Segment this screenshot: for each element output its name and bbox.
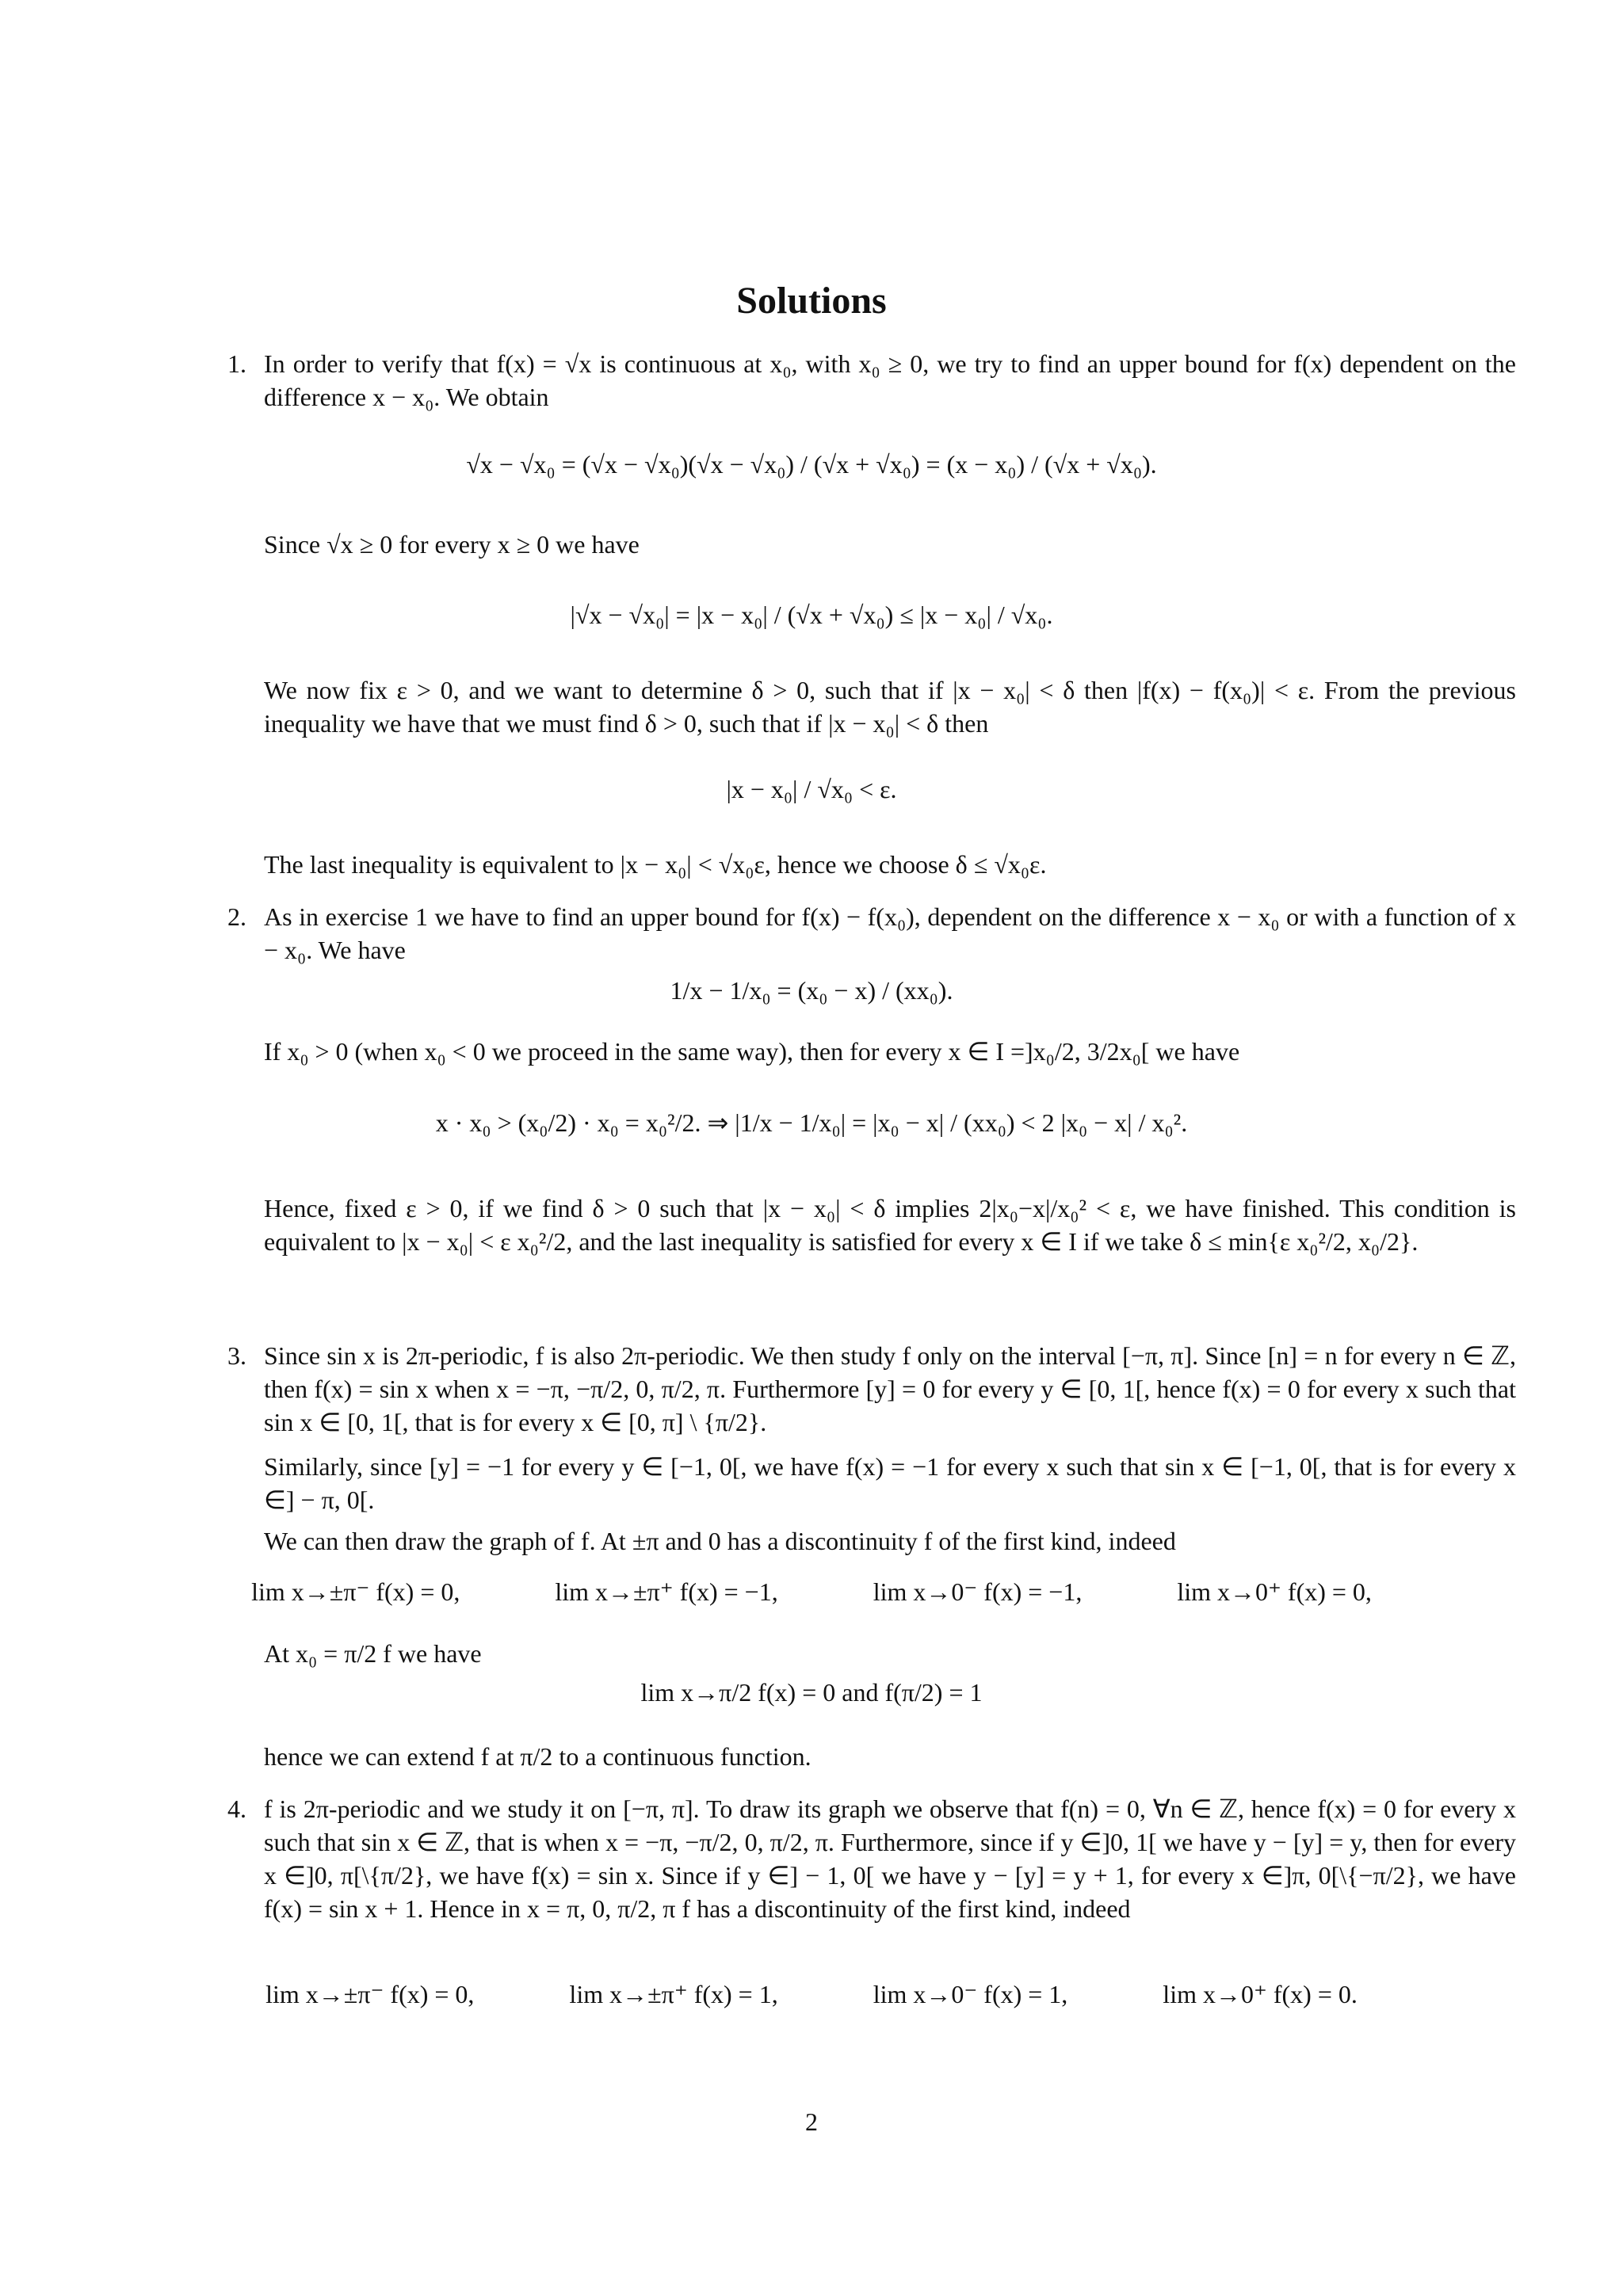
- page-number: 2: [805, 2107, 818, 2136]
- ex3-number: 3.: [227, 1341, 246, 1370]
- ex3-paragraph-3: We can then draw the graph of f. At ±π and 0 has a discontinuity f of the first kind, indeed: [264, 1527, 1176, 1555]
- ex3-limit-1: lim x→±π⁻ f(x) = 0,: [251, 1577, 460, 1606]
- ex1-equation-2: |√x − √x₀| = |x − x₀| / (√x + √x₀) ≤ |x − x₀| / √x₀.: [570, 601, 1053, 629]
- ex3-equation-1: lim x→π/2 f(x) = 0 and f(π/2) = 1: [640, 1678, 983, 1707]
- ex1-paragraph-2: Since √x ≥ 0 for every x ≥ 0 we have: [264, 530, 640, 559]
- ex4-number: 4.: [227, 1794, 246, 1823]
- ex4-limit-1: lim x→±π⁻ f(x) = 0,: [265, 1980, 475, 2008]
- ex4-text-1: f is 2π-periodic and we study it on [−π, π]. To draw its graph we observe that f(n) = 0, ∀n ∈ ℤ, hence f(x) = 0 for every x such that sin x ∈ ℤ, that is when x = −π, −π/2, 0, π/2, π. Furthermore, since if y ∈]0, 1[ we have y − [y] = y, then for every x ∈]0, π[\{π/2}, we have f(x) = sin x. Since if y ∈] − 1, 0[ we have y − [y] = y + 1, for every x ∈]π, 0[\{−π/2}, we have f(x) = sin x + 1. Hence in x = π, 0, π/2, π f has a discontinuity of the first kind, indeed: [264, 1794, 1516, 1923]
- ex1-text-1: In order to verify that f(x) = √x is continuous at x₀, with x₀ ≥ 0, we try to find an upper bound for f(x) dependent on the difference x − x₀. We obtain: [264, 349, 1516, 411]
- ex1-paragraph-3: We now fix ε > 0, and we want to determine δ > 0, such that if |x − x₀| < δ then |f(x) − f(x₀)| < ε. From the previous inequality we have that we must find δ > 0, such that if |x − x₀| < δ then: [264, 676, 1516, 738]
- ex4-paragraph-1: [227, 1792, 1516, 1925]
- ex2-equation-1: 1/x − 1/x₀ = (x₀ − x) / (xx₀).: [670, 976, 953, 1005]
- ex4-limits-row: [0, 1979, 1623, 2009]
- ex3-paragraph-5: hence we can extend f at π/2 to a continuous function.: [264, 1742, 812, 1771]
- ex1-paragraph-4: The last inequality is equivalent to |x − x₀| < √x₀ε, hence we choose δ ≤ √x₀ε.: [264, 850, 1047, 879]
- ex3-limits-row: [0, 1577, 1623, 1607]
- ex3-limit-2: lim x→±π⁺ f(x) = −1,: [555, 1577, 778, 1606]
- ex4-limit-4: lim x→0⁺ f(x) = 0.: [1163, 1980, 1358, 2008]
- ex3-paragraph-2: Similarly, since [y] = −1 for every y ∈ [−1, 0[, we have f(x) = −1 for every x such that sin x ∈ [−1, 0[, that is for every x ∈] − π, 0[.: [264, 1452, 1516, 1514]
- ex1-number: 1.: [227, 349, 246, 378]
- ex4-limit-2: lim x→±π⁺ f(x) = 1,: [569, 1980, 778, 2008]
- ex1-paragraph-1: [227, 347, 1516, 414]
- ex2-paragraph-3: Hence, fixed ε > 0, if we find δ > 0 such that |x − x₀| < δ implies 2|x₀−x|/x₀² < ε, we have finished. This condition is equivalent to |x − x₀| < ε x₀²/2, and the last inequality is satisfied for every x ∈ I if we take δ ≤ min{ε x₀²/2, x₀/2}.: [264, 1194, 1516, 1256]
- ex2-text-1: As in exercise 1 we have to find an upper bound for f(x) − f(x₀), dependent on the difference x − x₀ or with a function of x − x₀. We have: [264, 902, 1516, 964]
- ex2-paragraph-2: If x₀ > 0 (when x₀ < 0 we proceed in the same way), then for every x ∈ I =]x₀/2, 3/2x₀[ we have: [264, 1037, 1240, 1066]
- ex4-limit-3: lim x→0⁻ f(x) = 1,: [873, 1980, 1068, 2008]
- ex2-number: 2.: [227, 902, 246, 931]
- ex3-paragraph-4: At x₀ = π/2 f we have: [264, 1639, 482, 1668]
- ex1-equation-3: |x − x₀| / √x₀ < ε.: [726, 775, 897, 803]
- ex3-limit-4: lim x→0⁺ f(x) = 0,: [1177, 1577, 1372, 1606]
- ex2-paragraph-1: [227, 900, 1516, 967]
- ex2-equation-2: x · x₀ > (x₀/2) · x₀ = x₀²/2. ⇒ |1/x − 1/x₀| = |x₀ − x| / (xx₀) < 2 |x₀ − x| / x₀².: [435, 1108, 1188, 1137]
- ex3-limit-3: lim x→0⁻ f(x) = −1,: [873, 1577, 1083, 1606]
- ex3-paragraph-1: [227, 1339, 1517, 1439]
- page-title: Solutions: [736, 280, 887, 322]
- ex3-text-1: Since sin x is 2π-periodic, f is also 2π-periodic. We then study f only on the interval [−π, π]. Since [n] = n for every n ∈ ℤ, then f(x) = sin x when x = −π, −π/2, 0, π/2, π. Furthermore [y] = 0 for every y ∈ [0, 1[, hence f(x) = 0 for every x such that sin x ∈ [0, 1[, that is for every x ∈ [0, π] \ {π/2}.: [264, 1341, 1517, 1436]
- ex1-equation-1: √x − √x₀ = (√x − √x₀)(√x − √x₀) / (√x + √x₀) = (x − x₀) / (√x + √x₀).: [466, 450, 1157, 479]
